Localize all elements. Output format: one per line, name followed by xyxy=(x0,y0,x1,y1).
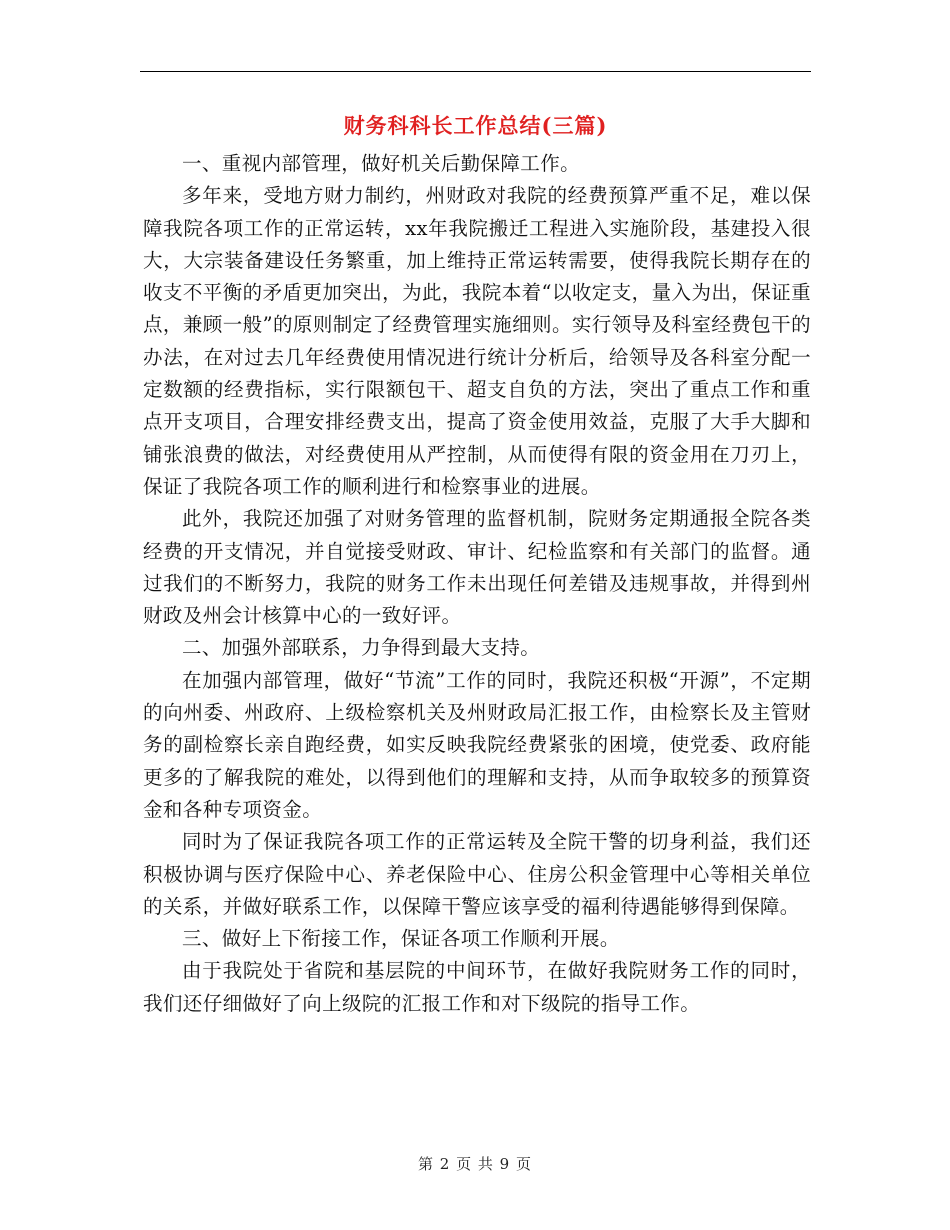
section-heading-1: 一、重视内部管理，做好机关后勤保障工作。 xyxy=(182,152,581,175)
body-paragraph: 多年来，受地方财力制约，州财政对我院的经费预算严重不足，难以保障我院各项工作的正常运转，xx年我院搬迁工程进入实施阶段，基建投入很大，大宗装备建设任务繁重，加上维持正常运转需要，使得我院长期存在的收支不平衡的矛盾更加突出，为此，我院本着“以收定支，量入为出，保证重点，兼顾一般”的原则制定了经费管理实施细则。实行领导及科室经费包干的办法，在对过去几年经费使用情况进行统计分析后，给领导及各科室分配一定数额的经费指标，实行限额包干、超支自负的方法，突出了重点工作和重点开支项目，合理安排经费支出，提高了资金使用效益，克服了大手大脚和铺张浪费的做法，对经费使用从严控制，从而使得有限的资金用在刀刃上，保证了我院各项工作的顺利进行和检察事业的进展。 xyxy=(143,184,811,498)
header-rule xyxy=(140,71,811,72)
body-paragraph: 在加强内部管理，做好“节流”工作的同时，我院还积极“开源”，不定期的向州委、州政府、上级检察机关及州财政局汇报工作，由检察长及主管财务的副检察长亲自跑经费，如实反映我院经费紧张的困境，使党委、政府能更多的了解我院的难处，以得到他们的理解和支持，从而争取较多的预算资金和各种专项资金。 xyxy=(143,668,811,821)
body-paragraph: 同时为了保证我院各项工作的正常运转及全院干警的切身利益，我们还积极协调与医疗保险中心、养老保险中心、住房公积金管理中心等相关单位的关系，并做好联系工作，以保障干警应该享受的福利待遇能够得到保障。 xyxy=(143,830,811,918)
body-paragraph: 此外，我院还加强了对财务管理的监督机制，院财务定期通报全院各类经费的开支情况，并自觉接受财政、审计、纪检监察和有关部门的监督。通过我们的不断努力，我院的财务工作未出现任何差错及违规事故，并得到州财政及州会计核算中心的一致好评。 xyxy=(143,507,811,628)
document-body xyxy=(143,148,811,1020)
document-title: 财务科科长工作总结(三篇) xyxy=(343,113,608,138)
section-heading-3: 三、做好上下衔接工作，保证各项工作顺利开展。 xyxy=(182,927,620,951)
section-heading-2: 二、加强外部联系，力争得到最大支持。 xyxy=(182,636,541,660)
page-number-footer: 第 2 页 共 9 页 xyxy=(418,1155,532,1173)
body-paragraph: 由于我院处于省院和基层院的中间环节，在做好我院财务工作的同时，我们还仔细做好了向上级院的汇报工作和对下级院的指导工作。 xyxy=(143,959,811,1015)
